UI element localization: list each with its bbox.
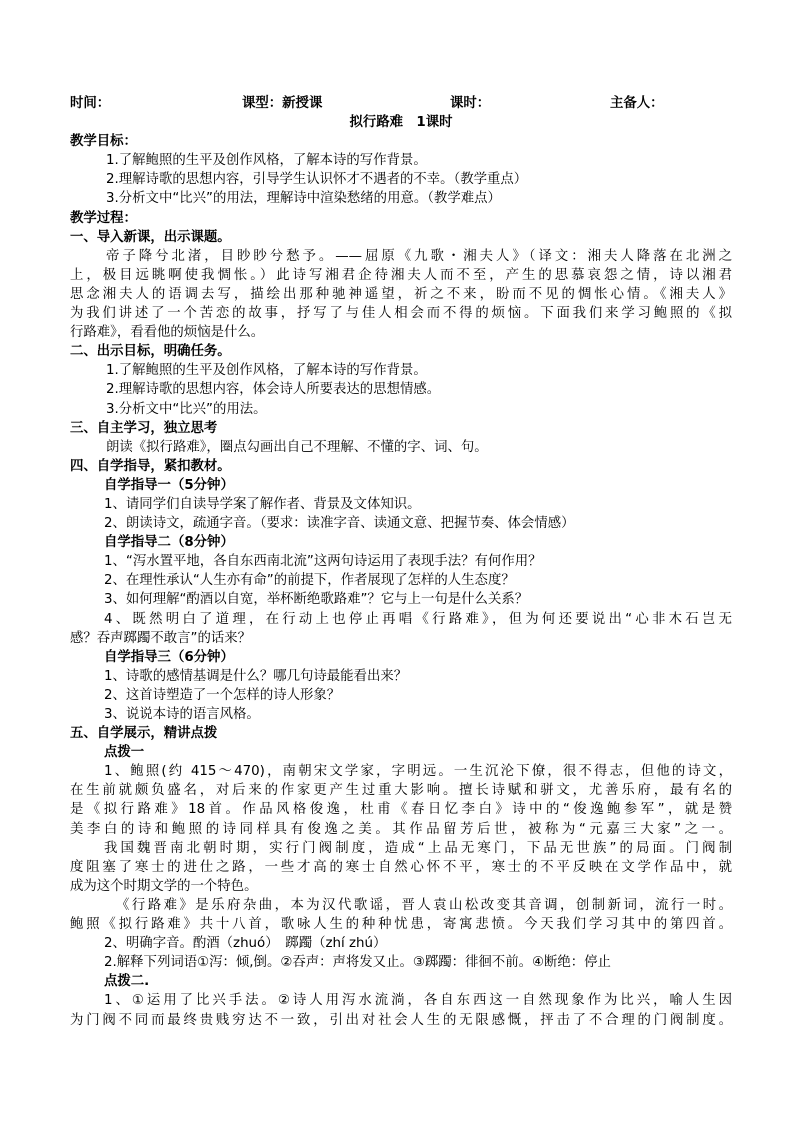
point-line: 《行路难》是乐府杂曲，本为汉代歌谣，晋人袁山松改变其音调，创制新词，流行一时。 — [116, 897, 732, 913]
guide-item: 感？吞声踯躅不敢言”的话来？ — [70, 630, 252, 646]
guide-item: 1、请同学们自读导学案了解作者、背景及文体知识。 — [104, 496, 421, 512]
intro-line: 思念湘夫人的语调去写，描绘出那种驰神遥望，祈之不来，盼而不见的惆怅心情。《湘夫人》 — [70, 286, 732, 302]
point-line: 我国魏晋南北朝时期，实行门阀制度，造成“上品无寒门，下品无世族”的局面。门阀制 — [104, 840, 732, 856]
guide-2-title: 自学指导二（8分钟） — [104, 535, 234, 551]
page-title: 拟行路难 1课时 — [349, 115, 453, 131]
point-line: 1、鲍照(约 415～470)，南朝宋文学家，字明远。一生沉沦下僚，很不得志，但他的诗文， — [104, 764, 732, 780]
intro-line: 行路难》，看看他的烦恼是什么。 — [70, 325, 265, 341]
guide-item: 3、说说本诗的语言风格。 — [104, 707, 260, 722]
goals-title: 教学目标： — [70, 134, 137, 150]
point-line: 是《拟行路难》18首。作品风格俊逸，杜甫《春日忆李白》诗中的“俊逸鲍参军”，就是赞 — [70, 802, 732, 818]
process-title: 教学过程： — [70, 210, 137, 226]
intro-line: 上，极目远眺啊使我惆怅。）此诗写湘君企待湘夫人而不至，产生的思慕哀怨之情，诗以湘君 — [70, 267, 732, 283]
header-type: 课型：新授课 — [242, 96, 323, 111]
point-2-title: 点拨二. — [104, 974, 150, 990]
guide-3-title: 自学指导三（6分钟） — [104, 649, 234, 665]
goal-item: 2.理解诗歌的思想内容，引导学生认识怀才不遇者的不幸。（教学重点） — [106, 172, 528, 188]
guide-item: 2、在理性承认“人生亦有命”的前提下，作者展现了怎样的人生态度？ — [104, 573, 515, 589]
point-line: 为门阀不同而最终贵贱穷达不一致，引出对社会人生的无限感慨，抨击了不合理的门阀制度。 — [70, 1012, 732, 1028]
goal-item: 3.分析文中“比兴”的用法，理解诗中渲染愁绪的用意。（教学难点） — [106, 191, 501, 207]
point-line: 美李白的诗和鲍照的诗同样具有俊逸之美。其作品留芳后世，被称为“元嘉三大家”之一。 — [70, 821, 732, 837]
point-line: 在生前就颇负盛名，对后来的作家更产生过重大影响。擅长诗赋和骈文，尤善乐府，最有名的 — [70, 783, 732, 799]
goal-item: 1.了解鲍照的生平及创作风格，了解本诗的写作背景。 — [106, 153, 427, 169]
document-page — [70, 94, 732, 1030]
guide-item: 4、既然明白了道理，在行动上也停止再唱《行路难》，但为何还要说出“心非木石岂无 — [104, 611, 732, 627]
guide-item: 1、诗歌的感情基调是什么？哪几句诗最能看出来？ — [104, 668, 408, 684]
point-line: 1、①运用了比兴手法。②诗人用泻水流淌，各自东西这一自然现象作为比兴，喻人生因 — [104, 993, 732, 1009]
point-line: 2、明确字音。酌酒（zhuó） 踯躅（zhí zhú） — [104, 936, 387, 952]
target-item: 1.了解鲍照的生平及创作风格，了解本诗的写作背景。 — [106, 363, 427, 379]
header-time: 时间： — [70, 96, 111, 111]
section-5-title: 五、自学展示，精讲点拨 — [70, 726, 218, 742]
section-4-title: 四、自学指导，紧扣教材。 — [70, 458, 231, 474]
section-2-title: 二、出示目标，明确任务。 — [70, 344, 231, 360]
header-hours: 课时： — [450, 96, 491, 111]
guide-item: 3、如何理解“酌酒以自宽，举杯断绝歌路难”？它与上一句是什么关系？ — [104, 592, 529, 608]
guide-item: 1、“泻水置平地，各自东西南北流”这两句诗运用了表现手法？有何作用？ — [104, 554, 542, 570]
guide-item: 2、朗读诗文，疏通字音。（要求：读准字音、读通文意、把握节奏、体会情感） — [104, 516, 575, 532]
target-item: 3.分析文中“比兴”的用法。 — [106, 401, 267, 417]
point-line: 度阻塞了寒士的进仕之路，一些才高的寒士自然心怀不平，寒士的不平反映在文学作品中，就 — [70, 859, 732, 875]
point-1-title: 点拨一 — [104, 745, 145, 761]
point-line: 成为这个时期文学的一个特色。 — [70, 878, 258, 894]
intro-line: 为我们讲述了一个苦恋的故事，抒写了与佳人相会而不得的烦恼。下面我们来学习鲍照的《拟 — [70, 306, 732, 322]
target-item: 2.理解诗歌的思想内容，体会诗人所要表达的思想情感。 — [106, 382, 441, 398]
guide-1-title: 自学指导一（5分钟） — [104, 477, 234, 493]
section-3-title: 三、自主学习，独立思考 — [70, 420, 218, 436]
header-author: 主备人： — [610, 96, 664, 111]
point-line: 鲍照《拟行路难》共十八首，歌咏人生的种种忧患，寄寓悲愤。今天我们学习其中的第四首。 — [70, 917, 732, 933]
header-row — [70, 94, 732, 113]
guide-item: 2、这首诗塑造了一个怎样的诗人形象？ — [104, 687, 341, 703]
section-1-title: 一、导入新课，出示课题。 — [70, 229, 231, 245]
intro-line: 帝子降兮北渚，目眇眇兮愁予。——屈原《九歌・湘夫人》（译文：湘夫人降落在北洲之 — [106, 248, 732, 264]
self-study-line: 朗读《拟行路难》，圈点勾画出自己不理解、不懂的字、词、句。 — [106, 439, 488, 455]
point-line: 2.解释下列词语①泻：倾,倒。②吞声：声将发又止。③踯躅：徘徊不前。④断绝：停止 — [104, 955, 611, 971]
